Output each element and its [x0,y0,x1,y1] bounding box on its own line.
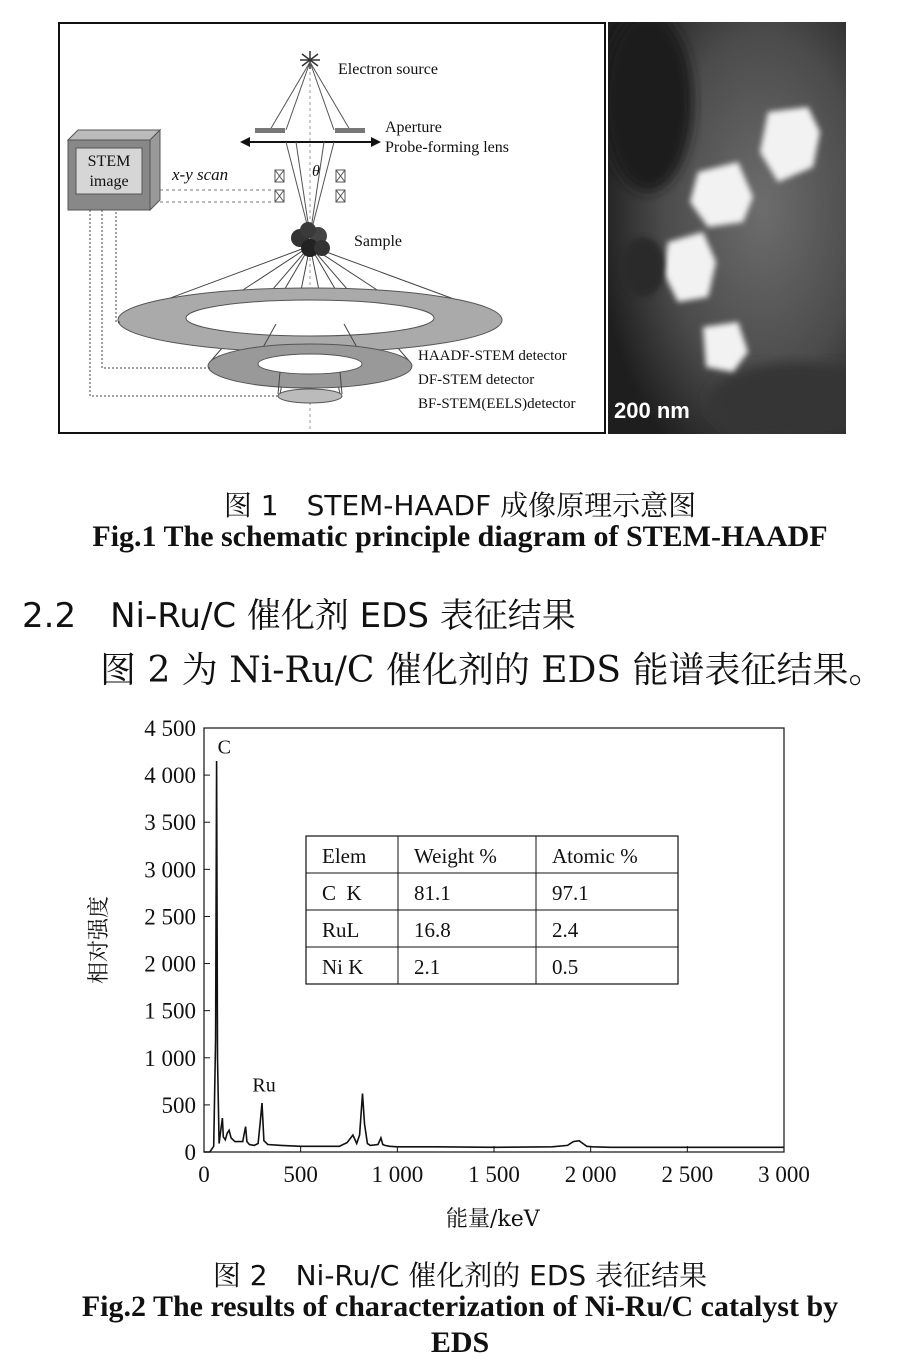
y-tick-label: 0 [184,1140,196,1165]
xy-scan-label: x-y scan [172,165,229,184]
theta-label: θ [312,163,320,180]
fig2-caption-en-line1: Fig.2 The results of characterization of Ni-Ru/C catalyst by [81,1290,839,1323]
table-cell: 2.4 [552,918,579,942]
x-tick-label: 500 [283,1162,318,1187]
eds-composition-table [306,836,678,984]
electron-source-label: Electron source [338,61,438,78]
haadf-detector-ring [118,288,502,352]
scale-bar-label: 200 nm [614,398,690,423]
bf-detector-disk [278,389,342,403]
y-tick-label: 1 500 [144,998,196,1024]
sample-label: Sample [354,233,402,250]
stem-schematic-diagram [60,24,604,432]
fig1-caption-cn: 图 1 STEM-HAADF 成像原理示意图 [223,489,697,522]
peak-annotation: C [217,736,231,759]
y-axis-ticks [144,716,210,1165]
y-tick-label: 2 000 [144,951,196,977]
y-tick-label: 1 000 [144,1045,196,1071]
haadf-micrograph-image [608,22,846,434]
fig1-schematic-panel [58,22,606,434]
peak-annotation: Ru [252,1074,276,1097]
fig2-caption-en-line2: EDS [430,1326,490,1359]
table-cell: 81.1 [414,881,451,905]
eds-spectrum-chart [0,700,920,1240]
body-paragraph: 图 2 为 Ni-Ru/C 催化剂的 EDS 能谱表征结果。 [100,650,885,691]
y-tick-label: 4 500 [144,716,196,741]
sample-icon [291,222,330,257]
table-cell: RuL [322,918,360,942]
peak-annotations [218,736,276,1096]
table-cell: 97.1 [552,881,589,905]
stem-image-label-line1: STEM [87,153,131,170]
table-header-cell: Atomic % [552,844,638,868]
fig2-caption-cn: 图 2 Ni-Ru/C 催化剂的 EDS 表征结果 [212,1259,708,1292]
table-cell: C K [322,881,362,905]
stem-image-label-line2: image [89,173,129,190]
table-cell: 0.5 [552,955,579,979]
haadf-label: HAADF-STEM detector [418,348,567,364]
aperture-plate-left [255,128,285,133]
df-label: DF-STEM detector [418,372,535,388]
table-cell: Ni K [322,955,364,979]
x-tick-label: 0 [198,1162,210,1187]
x-tick-label: 1 000 [371,1162,424,1187]
y-tick-label: 2 500 [144,904,196,930]
x-tick-label: 2 000 [564,1162,617,1187]
table-cell: 16.8 [414,918,451,942]
table-cell: 2.1 [414,955,441,979]
table-header-cell: Weight % [414,844,497,868]
probe-lens-label: Probe-forming lens [385,139,509,156]
stem-image-box [68,130,160,210]
y-tick-label: 3 000 [144,857,196,883]
electron-source-icon [300,51,320,69]
fig1-caption-en: Fig.1 The schematic principle diagram of STEM-HAADF [92,520,828,553]
x-tick-label: 3 000 [758,1162,810,1187]
x-tick-label: 1 500 [468,1162,520,1187]
bf-label: BF-STEM(EELS)detector [418,396,576,412]
y-tick-label: 500 [161,1092,196,1118]
x-tick-label: 2 500 [661,1162,714,1187]
fig1-haadf-micrograph [608,22,846,434]
y-tick-label: 3 500 [144,810,196,836]
aperture-plate-right [335,128,365,133]
table-header-cell: Elem [322,844,367,868]
section-heading: 2.2 Ni-Ru/C 催化剂 EDS 表征结果 [22,596,576,636]
y-tick-label: 4 000 [144,763,196,789]
df-detector-ring [208,344,412,388]
x-axis-label: 能量/keV [446,1207,540,1232]
y-axis-label: 相对强度 [87,895,112,985]
aperture-label: Aperture [385,119,442,136]
